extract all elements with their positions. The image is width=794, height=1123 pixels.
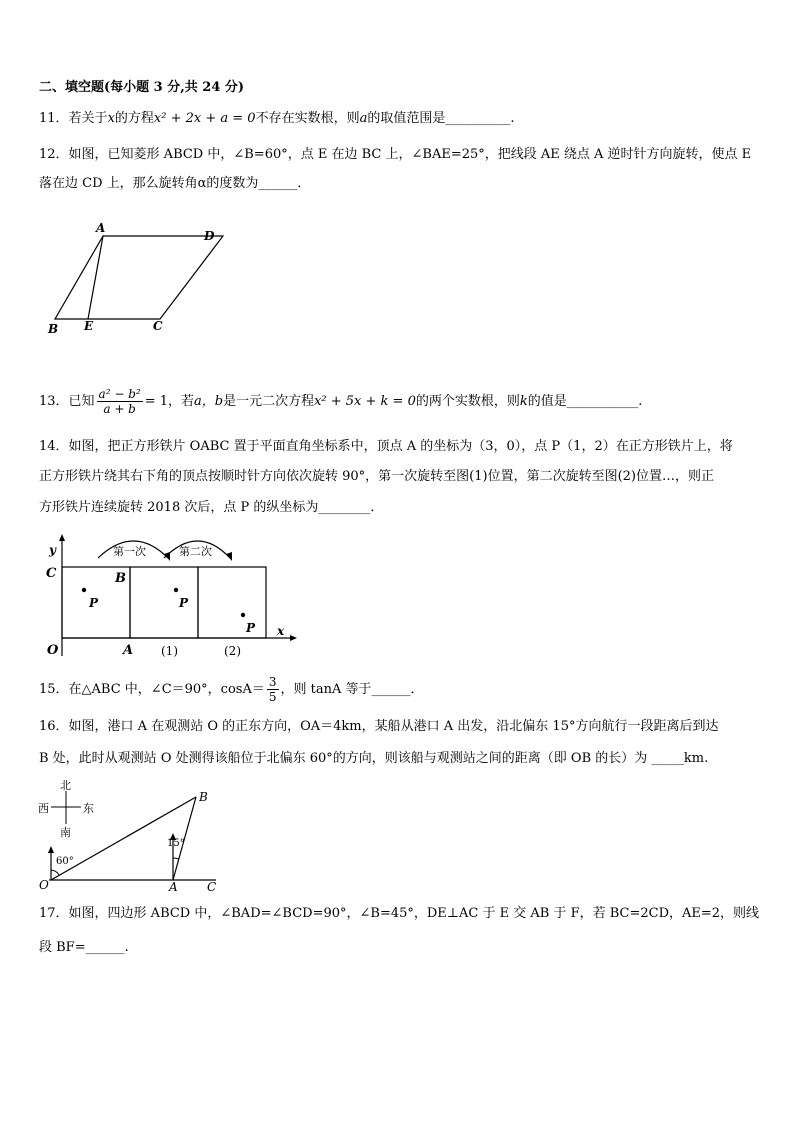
rotation-arrow-2-head	[226, 552, 232, 561]
compass-east: 东	[83, 802, 94, 815]
q11-number: 11．	[39, 111, 69, 126]
label-p-2: P	[179, 596, 189, 610]
label-figure-1: (1)	[161, 644, 178, 658]
q15-fraction	[267, 675, 279, 704]
label-b: B	[48, 322, 59, 336]
label-e: E	[84, 319, 94, 333]
q13-equation: x² + 5x + k = 0	[314, 394, 416, 409]
q13-number: 13．已知	[39, 394, 95, 409]
label-figure-2: (2)	[224, 644, 241, 658]
q15-text-2: ，则 tanA 等于______．	[280, 682, 424, 697]
compass-north: 北	[60, 779, 71, 792]
q17-line-1: 17．如图，四边形 ABCD 中，∠BAD=∠BCD=90°，∠B=45°，DE⊥AC 于 E 交 AB 于 F，若 BC=2CD，AE=2，则线	[39, 906, 760, 921]
q11-equation: x² + 2x + a = 0	[153, 111, 256, 126]
label-o: O	[47, 643, 59, 658]
compass-west: 西	[38, 802, 49, 815]
question-11	[39, 111, 515, 127]
q11-text-2: 的方程	[114, 111, 154, 126]
square-rotation-figure	[40, 528, 300, 663]
label-c: C	[46, 566, 57, 581]
rhombus-figure	[40, 218, 230, 338]
label-angle-15: 15°	[167, 838, 185, 849]
label-first-rotation: 第一次	[113, 545, 146, 558]
section-heading: 二、填空题(每小题 3 分,共 24 分)	[39, 80, 245, 95]
q11-text-4: 的取值范围是	[367, 111, 446, 126]
square-position-2	[198, 567, 266, 638]
q11-blank: __________	[445, 111, 511, 126]
label-second-rotation: 第二次	[179, 545, 212, 558]
point-p-2	[174, 588, 178, 592]
q14-line-3: 方形铁片连续旋转 2018 次后，点 P 的纵坐标为________．	[39, 500, 384, 515]
q13-vars-ab: a，b	[193, 394, 224, 409]
q15-fraction-denominator: 5	[268, 690, 277, 704]
q13-text-5: 的值是	[527, 394, 567, 409]
north-arrow-o-head	[48, 846, 54, 853]
q17-line-2: 段 BF=______.	[39, 940, 129, 955]
q11-text-1: 若关于	[68, 111, 108, 126]
question-15	[39, 670, 424, 710]
q13-blank: ___________	[566, 394, 639, 409]
label-b: B	[115, 571, 126, 586]
label-a: A	[123, 643, 134, 658]
q11-text-3: 不存在实数根，则	[255, 111, 360, 126]
label-a: A	[96, 221, 106, 235]
point-p-3	[241, 613, 245, 617]
q13-fraction-denominator: a + b	[103, 402, 136, 416]
q13-text-3: 是一元二次方程	[223, 394, 315, 409]
q16-line-1: 16．如图，港口 A 在观测站 O 的正东方向，OA＝4km，某船从港口 A 出发，沿北偏东 15°方向航行一段距离后到达	[39, 719, 719, 734]
label-a: A	[169, 880, 178, 894]
compass-south: 南	[60, 826, 71, 839]
label-p-3: P	[246, 621, 256, 635]
label-angle-60: 60°	[56, 856, 74, 867]
q12-line-1: 12．如图，已知菱形 ABCD 中，∠B=60°，点 E 在边 BC 上，∠BAE=25°，把线段 AE 绕点 A 逆时针方向旋转，使点 E	[39, 147, 752, 162]
x-axis-arrow	[290, 635, 297, 641]
label-d: D	[204, 229, 215, 243]
q13-end: .	[638, 394, 643, 409]
label-c: C	[207, 880, 217, 894]
q15-text-1: 15．在△ABC 中，∠C＝90°，cosA＝	[39, 682, 265, 697]
q13-fraction	[97, 387, 143, 416]
q13-var-k: k	[519, 394, 528, 409]
q13-text-1: = 1，若	[144, 394, 194, 409]
label-x: x	[277, 624, 285, 638]
label-p-1: P	[89, 596, 99, 610]
q15-fraction-numerator: 3	[268, 675, 277, 689]
q14-line-2: 正方形铁片绕其右下角的顶点按顺时针方向依次旋转 90°，第一次旋转至图(1)位置，第二次旋转至图(2)位置…，则正	[39, 469, 715, 484]
q11-var-a: a	[359, 111, 368, 126]
y-axis-arrow	[59, 534, 65, 541]
q11-var-x: x	[107, 111, 115, 126]
label-o: O	[39, 878, 49, 892]
q16-line-2: B 处，此时从观测站 O 处测得该船位于北偏东 60°的方向，则该船与观测站之间的距离（即 OB 的长）为 _____km.	[39, 751, 709, 766]
q13-text-4: 的两个实数根，则	[415, 394, 520, 409]
rhombus-abcd	[55, 236, 223, 319]
q13-fraction-numerator: a² − b²	[98, 387, 141, 401]
angle-arc-60	[51, 870, 59, 875]
label-y: y	[49, 543, 56, 557]
label-b: B	[199, 790, 208, 804]
point-p-1	[82, 588, 86, 592]
q12-line-2: 落在边 CD 上，那么旋转角α的度数为______．	[39, 176, 311, 191]
navigation-figure	[36, 776, 226, 894]
question-13	[39, 380, 642, 424]
q11-end: .	[510, 111, 515, 126]
label-c: C	[153, 319, 163, 333]
q14-line-1: 14．如图，把正方形铁片 OABC 置于平面直角坐标系中，顶点 A 的坐标为（3，0），点 P（1，2）在正方形铁片上，将	[39, 439, 733, 454]
angle-arc-15	[173, 858, 179, 859]
